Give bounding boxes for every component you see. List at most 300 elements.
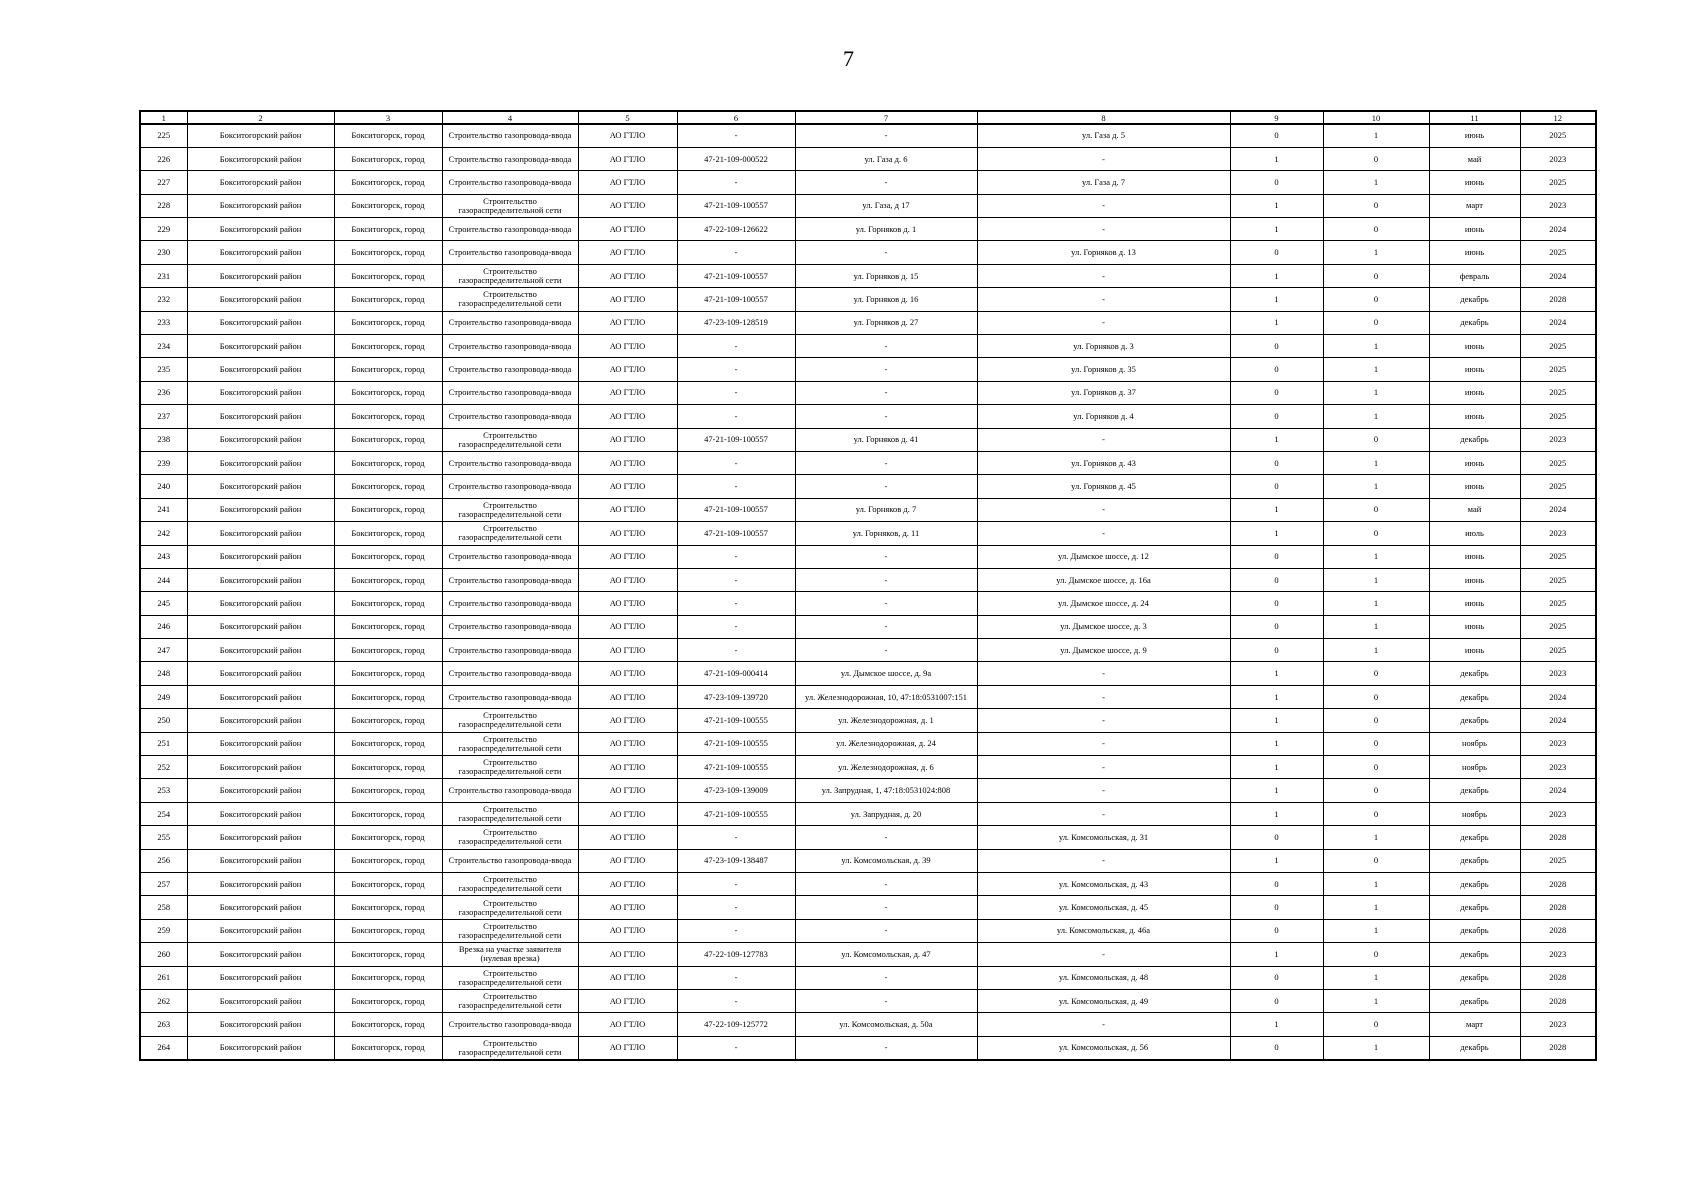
table-cell: Бокситогорский район [187, 218, 334, 241]
table-cell: АО ГТЛО [578, 264, 677, 287]
table-cell: 2024 [1520, 311, 1596, 334]
table-cell: 0 [1323, 849, 1429, 872]
table-cell: 0 [1230, 1036, 1323, 1059]
table-cell: - [795, 568, 977, 591]
table-cell: - [977, 194, 1230, 217]
table-cell: Бокситогорск, город [334, 288, 442, 311]
table-cell: 2025 [1520, 475, 1596, 498]
table-cell: 0 [1230, 545, 1323, 568]
table-cell: декабрь [1429, 919, 1520, 942]
table-cell: 2023 [1520, 802, 1596, 825]
table-cell: 2023 [1520, 756, 1596, 779]
column-header: 7 [795, 111, 977, 124]
table-cell: Бокситогорск, город [334, 335, 442, 358]
table-row [140, 849, 1596, 872]
table-cell: ул. Комсомольская, д. 46а [977, 919, 1230, 942]
table-cell: декабрь [1429, 989, 1520, 1012]
table-cell: - [677, 989, 795, 1012]
table-cell: 2025 [1520, 335, 1596, 358]
table-cell: Бокситогорск, город [334, 919, 442, 942]
table-cell: 248 [140, 662, 187, 685]
table-cell: Бокситогорск, город [334, 639, 442, 662]
table-cell: ул. Комсомольская, д. 49 [977, 989, 1230, 1012]
table-cell: АО ГТЛО [578, 732, 677, 755]
table-cell: июнь [1429, 171, 1520, 194]
table-cell: АО ГТЛО [578, 568, 677, 591]
table-cell: 1 [1230, 1013, 1323, 1036]
table-cell: Бокситогорский район [187, 147, 334, 170]
table-cell: ноябрь [1429, 732, 1520, 755]
table-cell: ул. Запрудная, 1, 47:18:0531024:808 [795, 779, 977, 802]
table-cell: - [677, 919, 795, 942]
table-cell: Строительство газораспределительной сети [442, 288, 578, 311]
table-cell: Бокситогорск, город [334, 873, 442, 896]
table-cell: 47-21-109-000414 [677, 662, 795, 685]
table-cell: Бокситогорский район [187, 592, 334, 615]
table-cell: 1 [1230, 662, 1323, 685]
table-cell: 1 [1323, 358, 1429, 381]
table-cell: 237 [140, 405, 187, 428]
table-cell: Строительство газопровода-ввода [442, 592, 578, 615]
table-cell: АО ГТЛО [578, 194, 677, 217]
table-cell: Бокситогорск, город [334, 568, 442, 591]
table-cell: декабрь [1429, 943, 1520, 966]
table-cell: ул. Горняков д. 1 [795, 218, 977, 241]
table-cell: 235 [140, 358, 187, 381]
table-cell: - [795, 545, 977, 568]
table-cell: Бокситогорский район [187, 966, 334, 989]
table-row [140, 966, 1596, 989]
table-cell: 47-21-109-100557 [677, 498, 795, 521]
table-cell: АО ГТЛО [578, 943, 677, 966]
column-header: 6 [677, 111, 795, 124]
table-cell: - [977, 498, 1230, 521]
table-cell: Бокситогорский район [187, 288, 334, 311]
table-cell: Бокситогорский район [187, 1036, 334, 1059]
table-cell: 2025 [1520, 451, 1596, 474]
table-cell: 2023 [1520, 943, 1596, 966]
table-cell: декабрь [1429, 288, 1520, 311]
table-cell: ул. Горняков д. 43 [977, 451, 1230, 474]
table-cell: декабрь [1429, 873, 1520, 896]
table-cell: ул. Горняков д. 7 [795, 498, 977, 521]
table-cell: - [677, 405, 795, 428]
column-header: 1 [140, 111, 187, 124]
table-cell: Бокситогорский район [187, 779, 334, 802]
table-cell: 0 [1230, 171, 1323, 194]
table-cell: 2024 [1520, 779, 1596, 802]
table-cell: июнь [1429, 639, 1520, 662]
table-cell: 0 [1323, 194, 1429, 217]
table-cell: АО ГТЛО [578, 1013, 677, 1036]
table-cell: Врезка на участке заявителя (нулевая врезка) [442, 943, 578, 966]
table-row [140, 475, 1596, 498]
table-cell: АО ГТЛО [578, 522, 677, 545]
table-cell: 2025 [1520, 358, 1596, 381]
table-cell: Бокситогорск, город [334, 498, 442, 521]
table-cell: - [795, 873, 977, 896]
table-cell: Бокситогорский район [187, 498, 334, 521]
table-cell: 47-22-109-127783 [677, 943, 795, 966]
table-cell: АО ГТЛО [578, 171, 677, 194]
table-cell: Бокситогорск, город [334, 685, 442, 708]
table-cell: 2023 [1520, 732, 1596, 755]
table-cell: Бокситогорский район [187, 826, 334, 849]
table-row [140, 1036, 1596, 1059]
table-cell: 231 [140, 264, 187, 287]
table-cell: 0 [1230, 592, 1323, 615]
table-cell: АО ГТЛО [578, 989, 677, 1012]
table-cell: 2025 [1520, 849, 1596, 872]
table-cell: АО ГТЛО [578, 124, 677, 147]
table-cell: 1 [1323, 592, 1429, 615]
table-cell: 259 [140, 919, 187, 942]
table-cell: 47-21-109-100555 [677, 709, 795, 732]
table-cell: 0 [1230, 615, 1323, 638]
table-cell: Бокситогорский район [187, 194, 334, 217]
table-cell: АО ГТЛО [578, 451, 677, 474]
table-cell: Бокситогорский район [187, 685, 334, 708]
table-cell: - [977, 1013, 1230, 1036]
table-cell: 1 [1230, 779, 1323, 802]
table-cell: июнь [1429, 218, 1520, 241]
table-cell: Бокситогорск, город [334, 1013, 442, 1036]
table-cell: 2028 [1520, 919, 1596, 942]
table-cell: Бокситогорский район [187, 451, 334, 474]
table-row [140, 989, 1596, 1012]
table-cell: ул. Дымское шоссе, д. 9а [795, 662, 977, 685]
table-cell: 236 [140, 381, 187, 404]
table-cell: декабрь [1429, 1036, 1520, 1059]
table-cell: 0 [1323, 685, 1429, 708]
table-cell: ул. Комсомольская, д. 31 [977, 826, 1230, 849]
table-cell: июнь [1429, 592, 1520, 615]
table-cell: - [795, 826, 977, 849]
table-cell: июнь [1429, 124, 1520, 147]
table-cell: 1 [1230, 685, 1323, 708]
table-cell: - [677, 592, 795, 615]
table-cell: Бокситогорский район [187, 639, 334, 662]
table-cell: декабрь [1429, 779, 1520, 802]
table-row [140, 381, 1596, 404]
table-cell: 2024 [1520, 709, 1596, 732]
table-cell: 0 [1323, 779, 1429, 802]
table-cell: Бокситогорск, город [334, 592, 442, 615]
table-cell: - [795, 451, 977, 474]
table-cell: ул. Комсомольская, д. 48 [977, 966, 1230, 989]
table-cell: 0 [1230, 335, 1323, 358]
table-cell: Бокситогорск, город [334, 264, 442, 287]
table-cell: июнь [1429, 358, 1520, 381]
table-cell: Бокситогорск, город [334, 241, 442, 264]
table-cell: 2028 [1520, 873, 1596, 896]
table-cell: Строительство газораспределительной сети [442, 802, 578, 825]
table-cell: 2025 [1520, 592, 1596, 615]
table-cell: - [677, 896, 795, 919]
table-cell: Строительство газопровода-ввода [442, 779, 578, 802]
table-cell: - [795, 919, 977, 942]
table-cell: АО ГТЛО [578, 896, 677, 919]
table-cell: Бокситогорск, город [334, 989, 442, 1012]
table-cell: 232 [140, 288, 187, 311]
table-cell: 2025 [1520, 124, 1596, 147]
table-row [140, 919, 1596, 942]
table-cell: Строительство газораспределительной сети [442, 709, 578, 732]
table-cell: Бокситогорск, город [334, 709, 442, 732]
table-cell: ул. Горняков д. 35 [977, 358, 1230, 381]
table-cell: ул. Газа д. 6 [795, 147, 977, 170]
table-cell: 0 [1230, 475, 1323, 498]
table-cell: Бокситогорский район [187, 615, 334, 638]
table-cell: Строительство газопровода-ввода [442, 1013, 578, 1036]
table-cell: 226 [140, 147, 187, 170]
table-row [140, 709, 1596, 732]
table-row [140, 568, 1596, 591]
table-cell: 2024 [1520, 264, 1596, 287]
table-cell: Строительство газораспределительной сети [442, 919, 578, 942]
table-cell: - [795, 592, 977, 615]
table-row [140, 498, 1596, 521]
table-cell: - [677, 873, 795, 896]
data-table [139, 110, 1597, 1061]
table-cell: 2023 [1520, 522, 1596, 545]
table-cell: 1 [1323, 545, 1429, 568]
table-cell: Бокситогорский район [187, 756, 334, 779]
table-cell: АО ГТЛО [578, 335, 677, 358]
table-cell: 2028 [1520, 826, 1596, 849]
table-cell: Строительство газораспределительной сети [442, 873, 578, 896]
table-cell: 47-21-109-100557 [677, 288, 795, 311]
table-cell: Строительство газопровода-ввода [442, 241, 578, 264]
table-cell: 1 [1323, 171, 1429, 194]
table-cell: Бокситогорский район [187, 428, 334, 451]
table-cell: - [677, 615, 795, 638]
table-cell: Строительство газопровода-ввода [442, 639, 578, 662]
table-cell: ул. Горняков д. 16 [795, 288, 977, 311]
table-cell: АО ГТЛО [578, 498, 677, 521]
table-cell: - [677, 568, 795, 591]
table-cell: 1 [1230, 802, 1323, 825]
table-cell: - [795, 639, 977, 662]
table-cell: 225 [140, 124, 187, 147]
table-cell: июнь [1429, 241, 1520, 264]
table-cell: АО ГТЛО [578, 919, 677, 942]
table-cell: - [795, 896, 977, 919]
column-header: 11 [1429, 111, 1520, 124]
table-cell: 0 [1323, 732, 1429, 755]
column-header: 4 [442, 111, 578, 124]
table-cell: - [677, 358, 795, 381]
table-cell: 228 [140, 194, 187, 217]
table-cell: - [795, 381, 977, 404]
table-cell: ул. Комсомольская, д. 43 [977, 873, 1230, 896]
table-cell: 2025 [1520, 241, 1596, 264]
table-cell: 1 [1323, 615, 1429, 638]
table-cell: 1 [1230, 218, 1323, 241]
table-cell: АО ГТЛО [578, 358, 677, 381]
table-cell: ул. Горняков д. 27 [795, 311, 977, 334]
table-cell: 0 [1230, 451, 1323, 474]
table-cell: декабрь [1429, 826, 1520, 849]
table-cell: ул. Горняков, д. 11 [795, 522, 977, 545]
table-cell: Строительство газопровода-ввода [442, 849, 578, 872]
table-cell: 2024 [1520, 685, 1596, 708]
table-cell: 47-21-109-100557 [677, 428, 795, 451]
table-cell: март [1429, 194, 1520, 217]
table-cell: Бокситогорск, город [334, 615, 442, 638]
table-cell: Бокситогорск, город [334, 124, 442, 147]
table-cell: 0 [1230, 358, 1323, 381]
table-cell: - [677, 826, 795, 849]
table-row [140, 405, 1596, 428]
table-cell: Бокситогорский район [187, 545, 334, 568]
table-cell: ул. Горняков д. 15 [795, 264, 977, 287]
table-cell: 1 [1323, 1036, 1429, 1059]
table-row [140, 522, 1596, 545]
table-cell: 1 [1230, 943, 1323, 966]
table-cell: Строительство газопровода-ввода [442, 615, 578, 638]
table-cell: 240 [140, 475, 187, 498]
table-cell: 250 [140, 709, 187, 732]
table-cell: - [795, 405, 977, 428]
table-cell: 263 [140, 1013, 187, 1036]
table-cell: Бокситогорск, город [334, 218, 442, 241]
table-cell: 2024 [1520, 218, 1596, 241]
table-row [140, 147, 1596, 170]
table-cell: - [795, 615, 977, 638]
table-cell: июнь [1429, 451, 1520, 474]
table-cell: ул. Комсомольская, д. 50а [795, 1013, 977, 1036]
table-cell: ул. Железнодорожная, д. 6 [795, 756, 977, 779]
table-cell: Бокситогорский район [187, 405, 334, 428]
table-cell: - [977, 685, 1230, 708]
column-header: 3 [334, 111, 442, 124]
table-cell: АО ГТЛО [578, 966, 677, 989]
table-cell: - [677, 475, 795, 498]
table-cell: 246 [140, 615, 187, 638]
table-cell: 0 [1323, 147, 1429, 170]
table-cell: Бокситогорск, город [334, 522, 442, 545]
table-cell: - [977, 522, 1230, 545]
table-cell: 1 [1323, 241, 1429, 264]
table-cell: март [1429, 1013, 1520, 1036]
table-cell: 1 [1323, 639, 1429, 662]
table-cell: Строительство газопровода-ввода [442, 545, 578, 568]
column-header: 9 [1230, 111, 1323, 124]
table-cell: июнь [1429, 545, 1520, 568]
table-cell: 1 [1323, 475, 1429, 498]
table-cell: 1 [1323, 966, 1429, 989]
table-cell: 242 [140, 522, 187, 545]
table-cell: ул. Комсомольская, д. 47 [795, 943, 977, 966]
table-cell: 0 [1323, 428, 1429, 451]
table-cell: Строительство газопровода-ввода [442, 451, 578, 474]
table-cell: Бокситогорский район [187, 919, 334, 942]
table-cell: Бокситогорский район [187, 989, 334, 1012]
table-cell: - [977, 943, 1230, 966]
table-row [140, 1013, 1596, 1036]
table-cell: 0 [1230, 241, 1323, 264]
table-cell: АО ГТЛО [578, 685, 677, 708]
table-cell: - [977, 732, 1230, 755]
table-cell: 260 [140, 943, 187, 966]
table-cell: 1 [1323, 568, 1429, 591]
table-cell: АО ГТЛО [578, 756, 677, 779]
table-cell: 47-21-109-100557 [677, 194, 795, 217]
table-row [140, 802, 1596, 825]
table-cell: - [677, 545, 795, 568]
table-cell: 0 [1323, 802, 1429, 825]
table-cell: 47-21-109-100555 [677, 756, 795, 779]
table-cell: ул. Горняков д. 4 [977, 405, 1230, 428]
table-cell: 1 [1323, 873, 1429, 896]
table-cell: АО ГТЛО [578, 475, 677, 498]
table-cell: - [977, 709, 1230, 732]
table-cell: Бокситогорск, город [334, 826, 442, 849]
table-row [140, 615, 1596, 638]
table-cell: 239 [140, 451, 187, 474]
table-cell: АО ГТЛО [578, 147, 677, 170]
table-cell: Строительство газопровода-ввода [442, 147, 578, 170]
table-cell: - [677, 966, 795, 989]
header-row [140, 111, 1596, 124]
table-cell: декабрь [1429, 709, 1520, 732]
table-cell: 261 [140, 966, 187, 989]
table-cell: 0 [1323, 1013, 1429, 1036]
table-cell: Строительство газораспределительной сети [442, 989, 578, 1012]
table-cell: АО ГТЛО [578, 592, 677, 615]
table-cell: ул. Горняков д. 37 [977, 381, 1230, 404]
table-cell: Бокситогорск, город [334, 756, 442, 779]
table-cell: АО ГТЛО [578, 1036, 677, 1059]
table-cell: Строительство газораспределительной сети [442, 522, 578, 545]
table-cell: ул. Комсомольская, д. 56 [977, 1036, 1230, 1059]
table-cell: 256 [140, 849, 187, 872]
table-cell: 0 [1230, 873, 1323, 896]
table-cell: июль [1429, 522, 1520, 545]
table-cell: - [977, 849, 1230, 872]
table-cell: Бокситогорский район [187, 849, 334, 872]
table-cell: АО ГТЛО [578, 873, 677, 896]
table-cell: 238 [140, 428, 187, 451]
table-cell: 264 [140, 1036, 187, 1059]
table-row [140, 639, 1596, 662]
table-cell: - [677, 241, 795, 264]
table-cell: Бокситогорский район [187, 568, 334, 591]
table-cell: АО ГТЛО [578, 639, 677, 662]
table-cell: Строительство газопровода-ввода [442, 475, 578, 498]
table-cell: 1 [1230, 498, 1323, 521]
table-cell: 2028 [1520, 989, 1596, 1012]
table-row [140, 428, 1596, 451]
table-cell: Строительство газопровода-ввода [442, 662, 578, 685]
table-cell: ул. Дымское шоссе, д. 16а [977, 568, 1230, 591]
table-cell: АО ГТЛО [578, 288, 677, 311]
table-cell: - [977, 428, 1230, 451]
table-cell: АО ГТЛО [578, 405, 677, 428]
table-cell: 2025 [1520, 615, 1596, 638]
table-cell: Бокситогорск, город [334, 662, 442, 685]
table-cell: 1 [1230, 756, 1323, 779]
table-cell: май [1429, 498, 1520, 521]
table-cell: 244 [140, 568, 187, 591]
table-cell: Бокситогорск, город [334, 451, 442, 474]
table-cell: - [795, 966, 977, 989]
table-cell: ул. Горняков д. 41 [795, 428, 977, 451]
table-cell: 258 [140, 896, 187, 919]
table-cell: АО ГТЛО [578, 218, 677, 241]
table-cell: июнь [1429, 335, 1520, 358]
